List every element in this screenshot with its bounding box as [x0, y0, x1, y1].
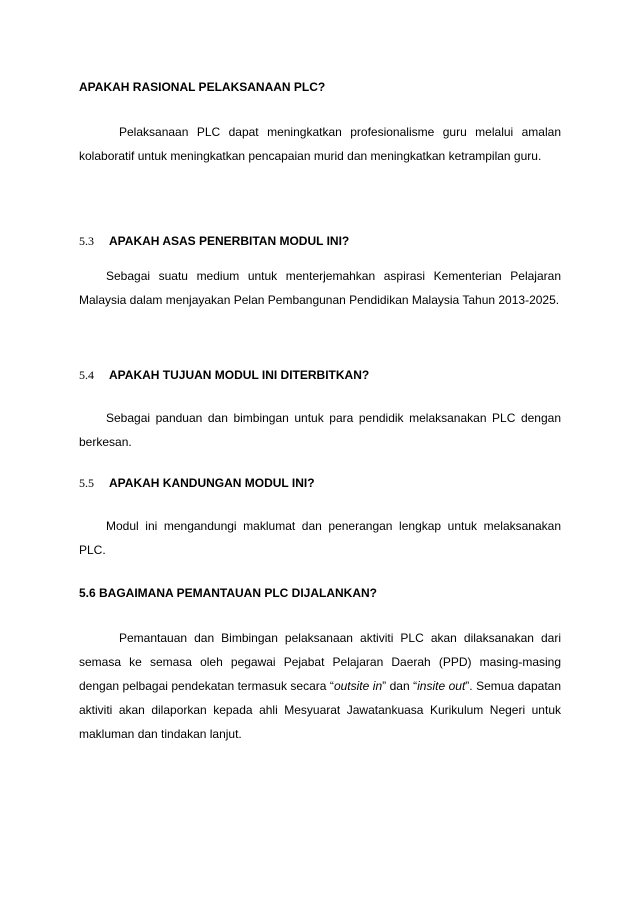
paragraph-5-4-text: Sebagai panduan dan bimbingan untuk para pendidik melaksanakan PLC dengan berkesan. [79, 411, 561, 449]
paragraph-5-6-text-c: ”. Semua dapatan aktiviti akan dilaporkan kepada ahli Mesyuarat Jawatankuasa Kurikulum Negeri untuk makluman dan tindakan lanjut. [79, 679, 561, 741]
heading-rasional: APAKAH RASIONAL PELAKSANAAN PLC? [79, 80, 326, 94]
section-number: 5.4 [79, 368, 94, 382]
paragraph-rasional-text: Pelaksanaan PLC dapat meningkatkan profesionalisme guru melalui amalan kolaboratif untuk meningkatkan pencapaian murid dan meningkatkan ketrampilan guru. [79, 125, 561, 163]
section-number: 5.3 [79, 234, 94, 248]
heading-5-5 [79, 476, 561, 491]
paragraph-5-5 [79, 514, 561, 562]
paragraph-5-6-text-a: Pemantauan dan Bimbingan pelaksanaan aktiviti PLC akan dilaksanakan dari semasa ke semasa oleh pegawai Pejabat Pelajaran Daerah (PPD) masing-masing dengan pelbagai pendekatan termasuk secara “ [79, 631, 561, 693]
term-outsite-in: outsite in [333, 679, 383, 693]
paragraph-5-6 [79, 626, 561, 746]
heading-5-3 [79, 234, 561, 249]
heading-text: APAKAH ASAS PENERBITAN MODUL INI? [109, 234, 350, 248]
paragraph-rasional [79, 120, 561, 168]
section-number: 5.5 [79, 476, 94, 490]
paragraph-5-3-text: Sebagai suatu medium untuk menterjemahkan aspirasi Kementerian Pelajaran Malaysia dalam menjayakan Pelan Pembangunan Pendidikan Malaysia Tahun 2013-2025. [79, 269, 561, 307]
paragraph-5-3 [79, 264, 561, 312]
paragraph-5-6-text-b: ” dan “ [382, 679, 418, 693]
heading-text: APAKAH KANDUNGAN MODUL INI? [109, 476, 315, 490]
heading-5-4 [79, 368, 561, 383]
heading-text: APAKAH TUJUAN MODUL INI DITERBITKAN? [109, 368, 370, 382]
paragraph-5-5-text: Modul ini mengandungi maklumat dan penerangan lengkap untuk melaksanakan PLC. [79, 519, 561, 557]
term-insite-out: insite out [417, 679, 466, 693]
paragraph-5-4 [79, 406, 561, 454]
heading-5-6: 5.6 BAGAIMANA PEMANTAUAN PLC DIJALANKAN? [79, 586, 378, 600]
